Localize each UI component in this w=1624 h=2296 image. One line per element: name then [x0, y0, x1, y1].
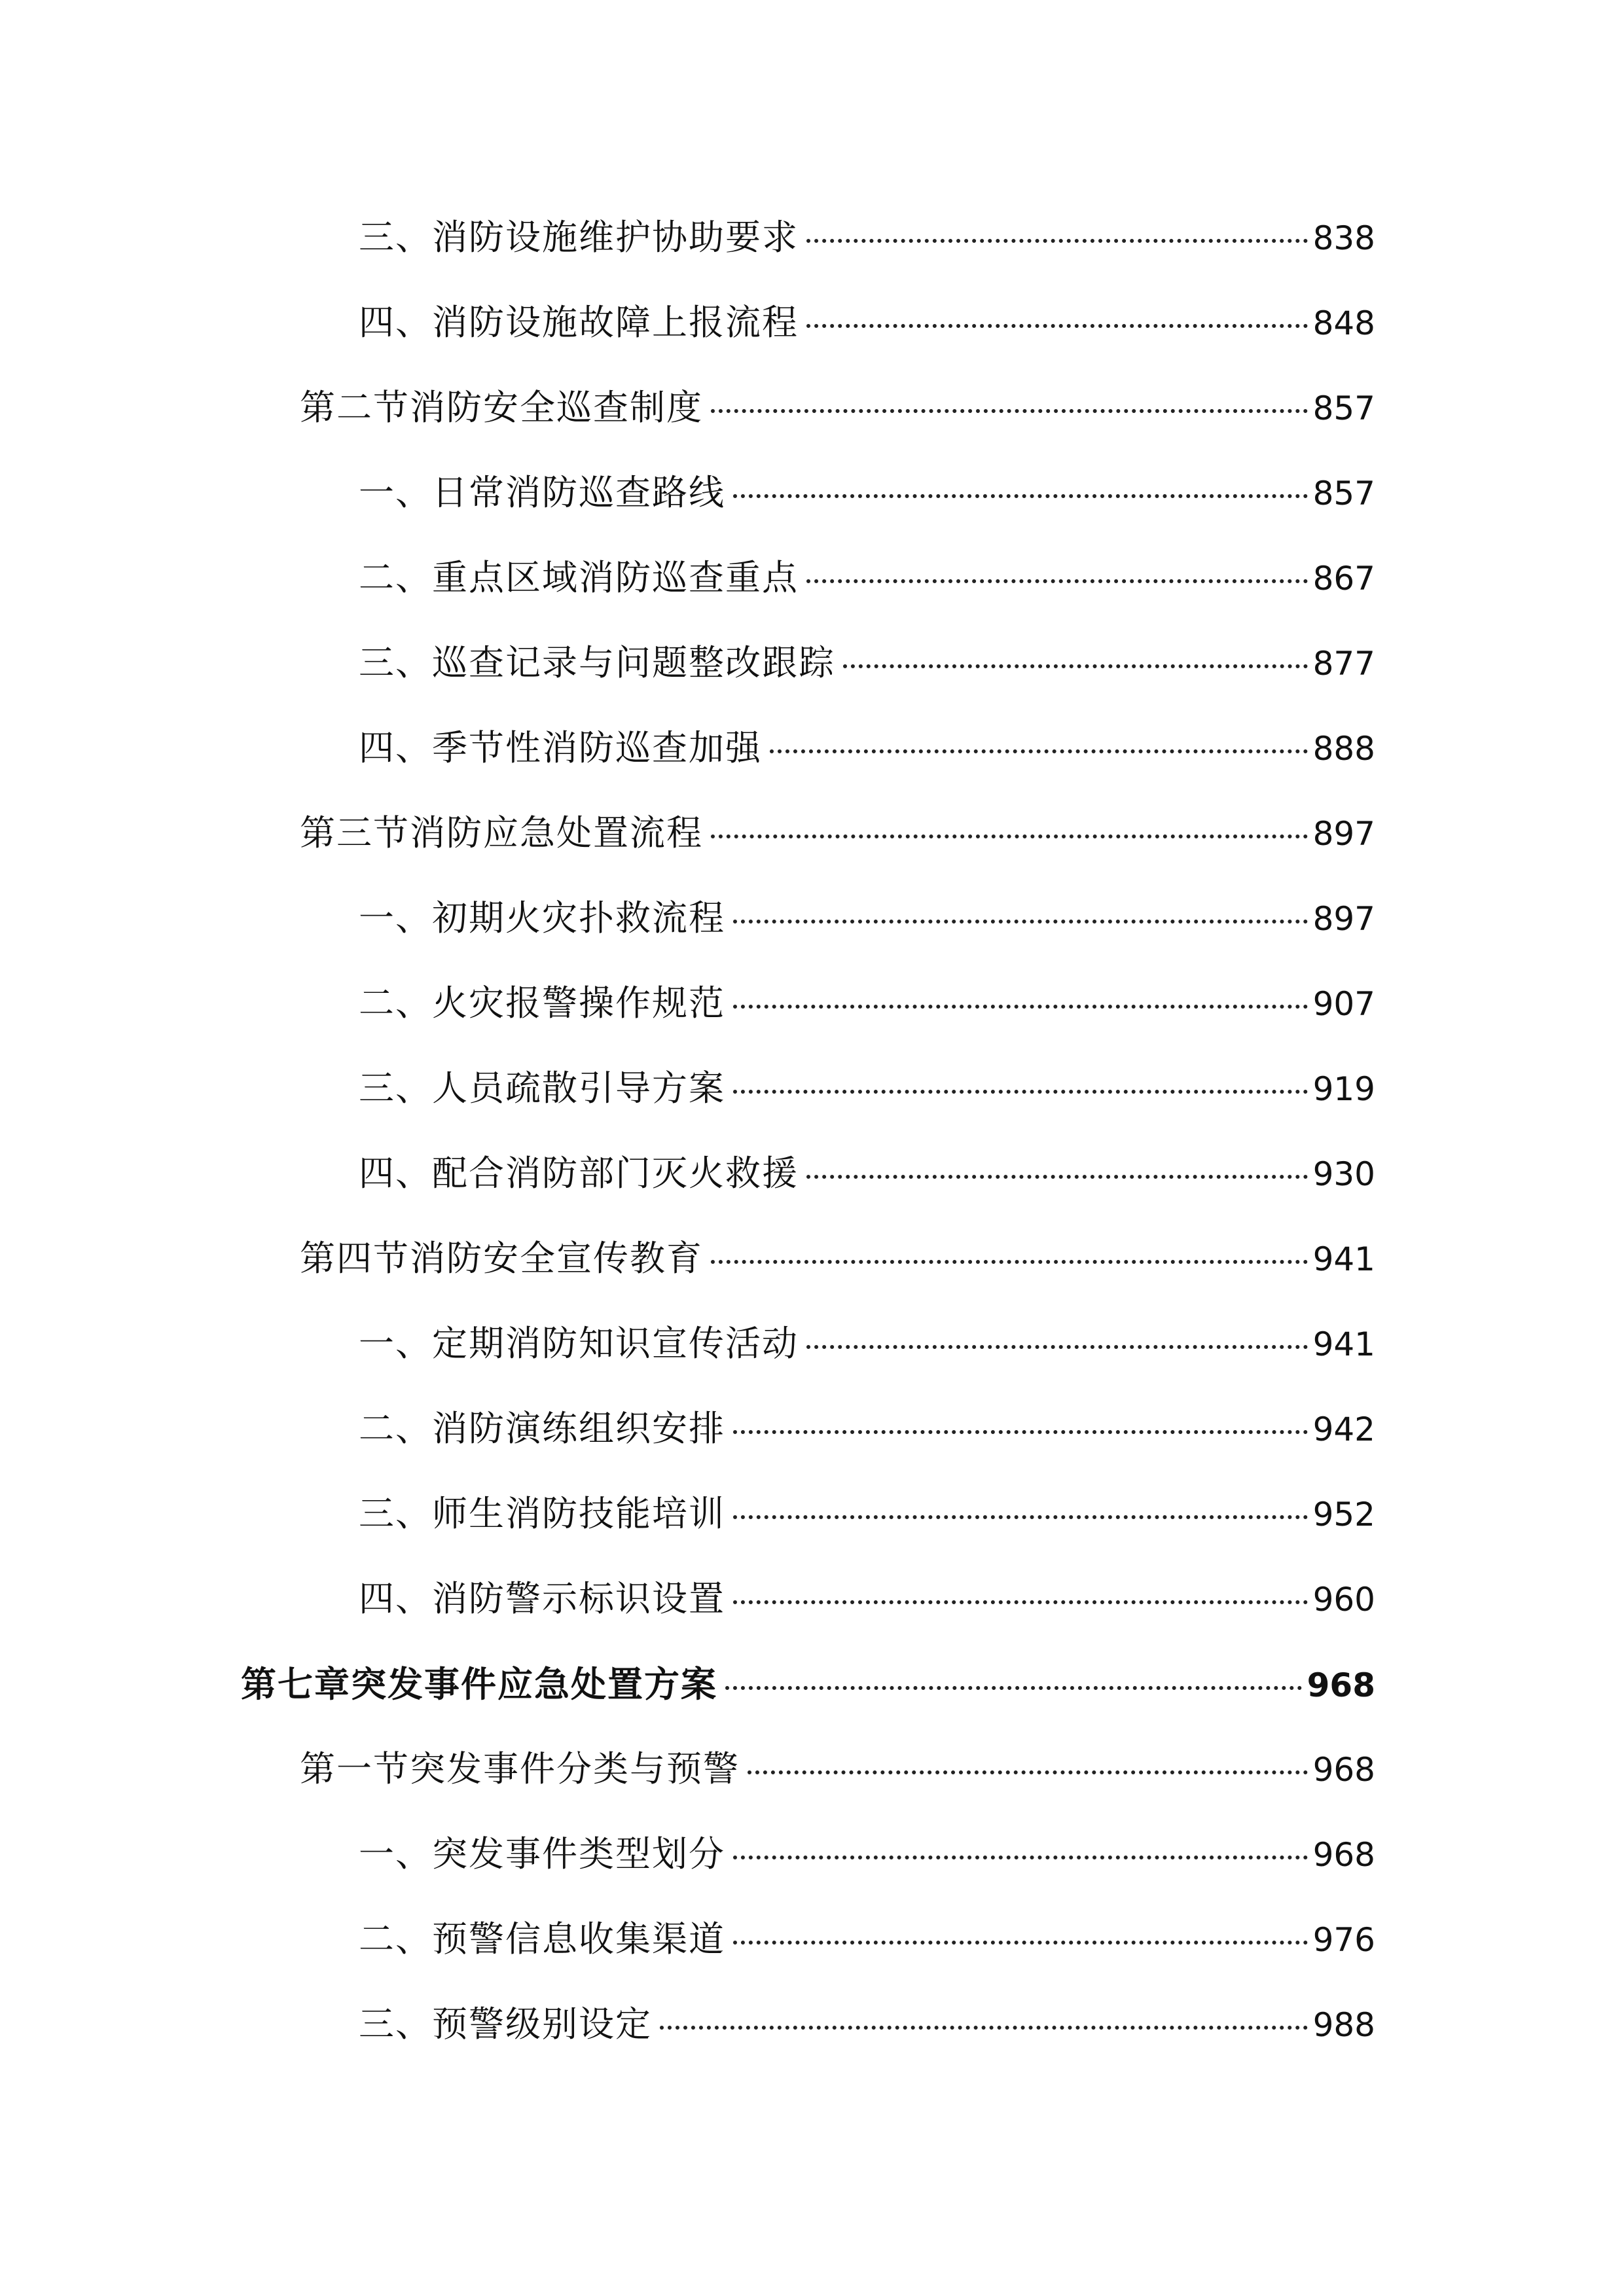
dot-leader: [733, 920, 1308, 924]
dot-leader: [733, 1090, 1308, 1094]
toc-entry-title: 一、突发事件类型划分: [359, 1833, 725, 1874]
dot-leader: [806, 239, 1308, 243]
dot-leader: [733, 1600, 1308, 1604]
toc-entry[interactable]: [359, 1144, 1375, 1203]
toc-entry-page: 941: [1312, 1240, 1375, 1278]
toc-entry-title: 二、预警信息收集渠道: [359, 1918, 725, 1960]
toc-entry-title: 四、配合消防部门灭火救援: [359, 1153, 799, 1194]
toc-entry[interactable]: [359, 1910, 1375, 1969]
toc-entry-title: 一、日常消防巡查路线: [359, 472, 725, 513]
toc-entry-page: 867: [1312, 560, 1375, 598]
toc-entry-page: 976: [1312, 1921, 1375, 1959]
dot-leader: [711, 409, 1308, 413]
toc-entry-title: 二、重点区域消防巡查重点: [359, 557, 799, 598]
toc-entry-page: 838: [1312, 219, 1375, 257]
toc-entry-title: 三、师生消防技能培训: [359, 1493, 725, 1534]
toc-entry[interactable]: [241, 1655, 1375, 1713]
toc-entry[interactable]: [359, 1399, 1375, 1458]
toc-entry[interactable]: [300, 804, 1375, 863]
toc-entry-page: 877: [1312, 645, 1375, 683]
dot-leader: [733, 1941, 1308, 1945]
toc-entry[interactable]: [359, 1059, 1375, 1118]
toc-entry-page: 968: [1307, 1666, 1375, 1704]
toc-entry-page: 848: [1312, 304, 1375, 342]
toc-entry[interactable]: [359, 208, 1375, 267]
toc-entry-page: 952: [1312, 1496, 1375, 1534]
dot-leader: [660, 2026, 1308, 2030]
toc-entry[interactable]: [300, 1740, 1375, 1799]
toc-entry-page: 857: [1312, 389, 1375, 427]
toc-entry-page: 930: [1312, 1155, 1375, 1193]
dot-leader: [748, 1770, 1308, 1774]
toc-entry-title: 四、消防警示标识设置: [359, 1578, 725, 1619]
toc-entry[interactable]: [359, 889, 1375, 948]
toc-entry[interactable]: [300, 378, 1375, 437]
toc-entry[interactable]: [359, 1825, 1375, 1884]
dot-leader: [733, 1005, 1308, 1009]
toc-entry-title: 一、初期火灾扑救流程: [359, 897, 725, 939]
toc-entry[interactable]: [359, 719, 1375, 778]
dot-leader: [806, 324, 1308, 328]
toc-entry-page: 941: [1312, 1325, 1375, 1363]
dot-leader: [711, 834, 1308, 838]
dot-leader: [733, 1430, 1308, 1434]
toc-entry-title: 第二节消防安全巡查制度: [300, 387, 703, 428]
toc-entry[interactable]: [359, 463, 1375, 522]
toc-entry-page: 968: [1312, 1836, 1375, 1874]
toc-entry-title: 三、巡查记录与问题整改跟踪: [359, 642, 835, 683]
toc-entry-page: 968: [1312, 1751, 1375, 1789]
toc-entry[interactable]: [359, 1314, 1375, 1373]
toc-entry[interactable]: [359, 1570, 1375, 1628]
toc-entry-page: 897: [1312, 815, 1375, 853]
toc-entry-page: 942: [1312, 1410, 1375, 1448]
dot-leader: [733, 1515, 1308, 1519]
toc-entry[interactable]: [359, 293, 1375, 352]
toc-entry-title: 二、消防演练组织安排: [359, 1408, 725, 1449]
dot-leader: [770, 749, 1308, 753]
toc-entry-title: 三、消防设施维护协助要求: [359, 217, 799, 258]
toc-entry-title: 四、消防设施故障上报流程: [359, 302, 799, 343]
toc-entry-page: 897: [1312, 900, 1375, 938]
dot-leader: [843, 664, 1308, 668]
toc-entry[interactable]: [359, 1484, 1375, 1543]
dot-leader: [733, 1856, 1308, 1859]
toc-entry[interactable]: [359, 548, 1375, 607]
toc-entry[interactable]: [300, 1229, 1375, 1288]
toc-entry-page: 907: [1312, 985, 1375, 1023]
toc-entry-title: 三、人员疏散引导方案: [359, 1067, 725, 1109]
toc-entry[interactable]: [359, 1995, 1375, 2054]
dot-leader: [806, 579, 1308, 583]
toc-entry-page: 857: [1312, 475, 1375, 512]
toc-entry-page: 888: [1312, 730, 1375, 768]
toc-entry-page: 988: [1312, 2006, 1375, 2044]
toc-entry-title: 第一节突发事件分类与预警: [300, 1748, 740, 1789]
toc-entry-title: 一、定期消防知识宣传活动: [359, 1323, 799, 1364]
toc-entry[interactable]: [359, 974, 1375, 1033]
toc-entry[interactable]: [359, 634, 1375, 692]
toc-entry-title: 第四节消防安全宣传教育: [300, 1238, 703, 1279]
toc-entry-page: 919: [1312, 1070, 1375, 1108]
dot-leader: [733, 494, 1308, 498]
toc-entry-title: 二、火灾报警操作规范: [359, 982, 725, 1024]
toc-entry-title: 四、季节性消防巡查加强: [359, 727, 762, 768]
dot-leader: [725, 1686, 1302, 1690]
toc-entry-page: 960: [1312, 1581, 1375, 1619]
dot-leader: [806, 1345, 1308, 1349]
toc-entry-title: 三、预警级别设定: [359, 2003, 652, 2045]
dot-leader: [806, 1175, 1308, 1179]
toc-entry-title: 第三节消防应急处置流程: [300, 812, 703, 853]
dot-leader: [711, 1260, 1308, 1264]
toc-entry-title: 第七章突发事件应急处置方案: [241, 1663, 717, 1705]
